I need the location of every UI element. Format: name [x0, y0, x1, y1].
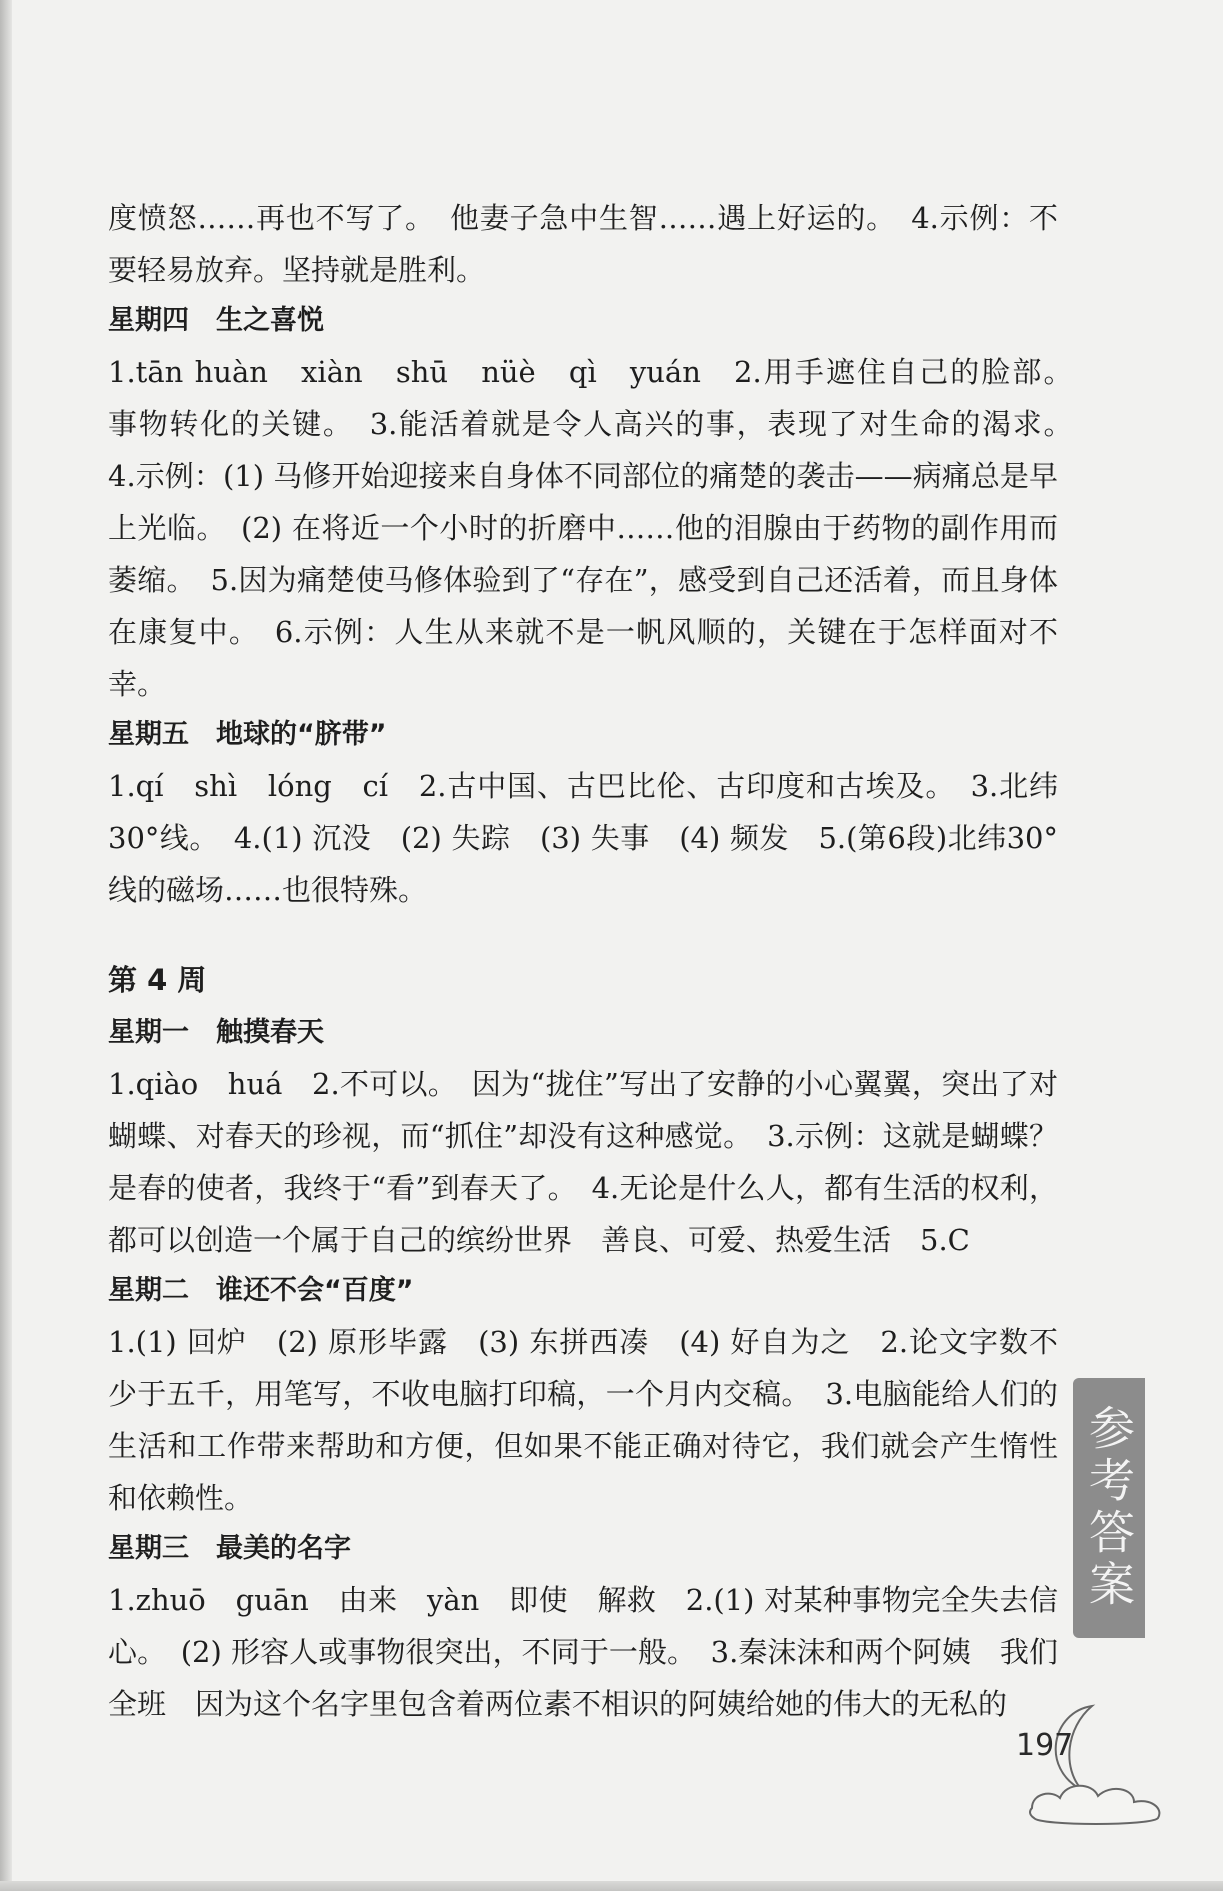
page-number: 197 — [1016, 1728, 1074, 1763]
page-bottom-edge — [0, 1881, 1223, 1891]
answer-paragraph: 1.zhuō guān 由来 yàn 即使 解救 2.(1) 对某种事物完全失去信心。 (2) 形容人或事物很突出，不同于一般。 3.秦沫沫和两个阿姨 我们全班 因为这个名字里包含着两位素不相识的阿姨给她的伟大的无私的 — [108, 1583, 1058, 1721]
page-spine-shadow — [0, 0, 12, 1891]
answer-paragraph: 度愤怒……再也不写了。 他妻子急中生智……遇上好运的。 4.示例：不要轻易放弃。坚持就是胜利。 — [108, 201, 1058, 287]
answer-paragraph: 1.(1) 回炉 (2) 原形毕露 (3) 东拼西凑 (4) 好自为之 2.论文字数不少于五千，用笔写，不收电脑打印稿，一个月内交稿。 3.电脑能给人们的生活和工作带来帮助和方便，但如果不能正确对待它，我们就会产生惰性和依赖性。 — [108, 1325, 1058, 1515]
side-tab-label: 参考答案 — [1082, 1404, 1136, 1612]
answer-paragraph: 1.tān huàn xiàn shū nüè qì yuán 2.用手遮住自己的脸部。 事物转化的关键。 3.能活着就是令人高兴的事，表现了对生命的渴求。 4.示例：(1) 马修开始迎接来自身体不同部位的痛楚的袭击——病痛总是早上光临。 (2) 在将近一个小时的折磨中……他的泪腺由于药物的副作用而萎缩。 5.因为痛楚使马修体验到了“存在”，感受到自己还活着，而且身体在康复中。 6.示例：人生从来就不是一帆风顺的，关键在于怎样面对不幸。 — [108, 355, 1088, 701]
side-tab-answers — [1073, 1378, 1145, 1638]
answer-paragraph: 1.qí shì lóng cí 2.古中国、古巴比伦、古印度和古埃及。 3.北纬30°线。 4.(1) 沉没 (2) 失踪 (3) 失事 (4) 频发 5.(第6段)北纬30°线的磁场……也很特殊。 — [108, 769, 1058, 907]
section-heading-friday: 星期五 地球的“脐带” — [108, 719, 387, 750]
answer-page — [108, 192, 1088, 1730]
section-heading-tuesday: 星期二 谁还不会“百度” — [108, 1275, 414, 1306]
answer-paragraph: 1.qiào huá 2.不可以。 因为“拢住”写出了安静的小心翼翼，突出了对蝴蝶、对春天的珍视，而“抓住”却没有这种感觉。 3.示例：这就是蝴蝶？是春的使者，我终于“看”到春天了。 4.无论是什么人，都有生活的权利，都可以创造一个属于自己的缤纷世界 善良、可爱、热爱生活 5.C — [108, 1067, 1058, 1257]
section-heading-wednesday: 星期三 最美的名字 — [108, 1533, 351, 1564]
week-title: 第 4 周 — [108, 963, 207, 997]
moon-cloud-icon — [1022, 1698, 1182, 1828]
section-heading-thursday: 星期四 生之喜悦 — [108, 305, 324, 336]
section-heading-monday: 星期一 触摸春天 — [108, 1017, 324, 1048]
